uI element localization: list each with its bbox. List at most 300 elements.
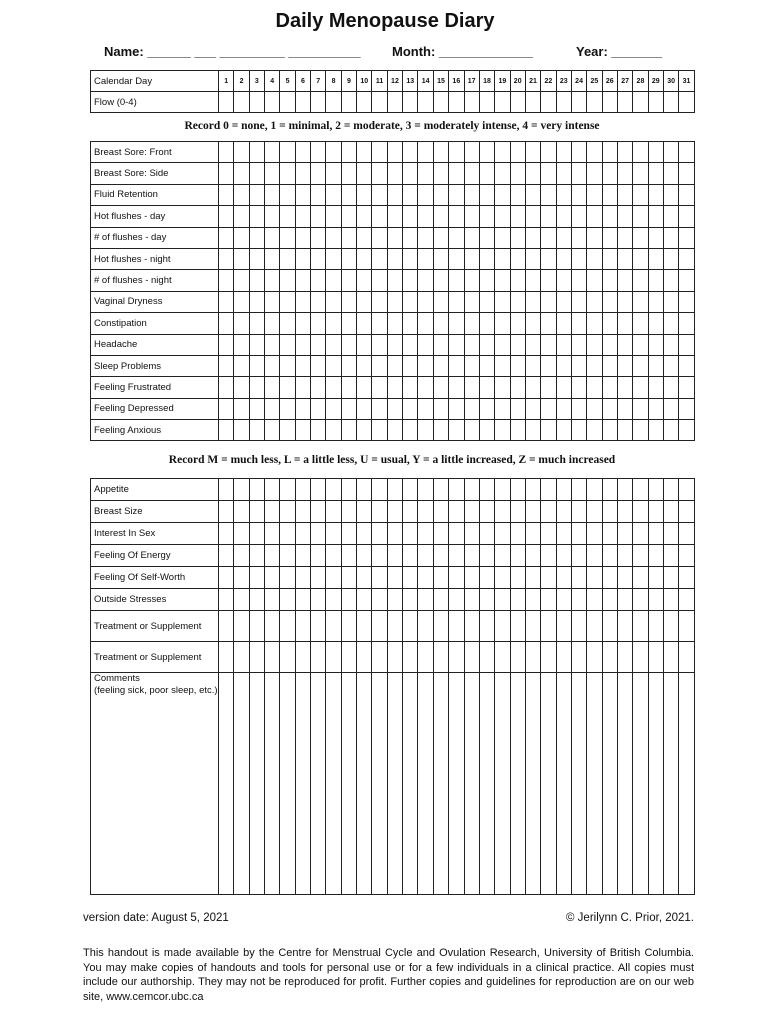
entry-cell[interactable] <box>326 377 341 398</box>
entry-cell[interactable] <box>311 523 326 545</box>
entry-cell[interactable] <box>617 334 632 355</box>
entry-cell[interactable] <box>341 611 356 642</box>
entry-cell[interactable] <box>234 545 249 567</box>
entry-cell[interactable] <box>571 523 586 545</box>
entry-cell[interactable] <box>479 313 494 334</box>
entry-cell[interactable] <box>357 479 372 501</box>
entry-cell[interactable] <box>280 377 295 398</box>
entry-cell[interactable] <box>479 270 494 291</box>
entry-cell[interactable] <box>495 92 510 113</box>
entry-cell[interactable] <box>234 142 249 163</box>
entry-cell[interactable] <box>663 184 678 205</box>
entry-cell[interactable] <box>234 567 249 589</box>
entry-cell[interactable] <box>265 479 280 501</box>
entry-cell[interactable] <box>372 163 387 184</box>
entry-cell[interactable] <box>556 270 571 291</box>
entry-cell[interactable] <box>648 589 663 611</box>
entry-cell[interactable] <box>372 291 387 312</box>
entry-cell[interactable] <box>295 291 310 312</box>
entry-cell[interactable] <box>433 523 448 545</box>
entry-cell[interactable] <box>249 420 264 441</box>
entry-cell[interactable] <box>556 313 571 334</box>
entry-cell[interactable] <box>265 92 280 113</box>
entry-cell[interactable] <box>403 184 418 205</box>
entry-cell[interactable] <box>387 355 402 376</box>
entry-cell[interactable] <box>372 355 387 376</box>
entry-cell[interactable] <box>234 270 249 291</box>
entry-cell[interactable] <box>433 545 448 567</box>
entry-cell[interactable] <box>372 184 387 205</box>
entry-cell[interactable] <box>341 142 356 163</box>
entry-cell[interactable] <box>357 377 372 398</box>
entry-cell[interactable] <box>249 227 264 248</box>
entry-cell[interactable] <box>633 479 648 501</box>
entry-cell[interactable] <box>449 589 464 611</box>
entry-cell[interactable] <box>541 611 556 642</box>
entry-cell[interactable] <box>449 248 464 269</box>
entry-cell[interactable] <box>433 355 448 376</box>
entry-cell[interactable] <box>495 479 510 501</box>
entry-cell[interactable] <box>556 227 571 248</box>
entry-cell[interactable] <box>449 184 464 205</box>
entry-cell[interactable] <box>525 142 540 163</box>
entry-cell[interactable] <box>249 355 264 376</box>
entry-cell[interactable] <box>449 611 464 642</box>
entry-cell[interactable] <box>265 248 280 269</box>
entry-cell[interactable] <box>525 479 540 501</box>
entry-cell[interactable] <box>617 313 632 334</box>
entry-cell[interactable] <box>372 270 387 291</box>
entry-cell[interactable] <box>556 589 571 611</box>
entry-cell[interactable] <box>464 567 479 589</box>
entry-cell[interactable] <box>571 291 586 312</box>
entry-cell[interactable] <box>295 420 310 441</box>
entry-cell[interactable] <box>571 270 586 291</box>
entry-cell[interactable] <box>587 334 602 355</box>
entry-cell[interactable] <box>556 420 571 441</box>
entry-cell[interactable] <box>525 642 540 673</box>
entry-cell[interactable] <box>311 227 326 248</box>
entry-cell[interactable] <box>495 163 510 184</box>
entry-cell[interactable] <box>418 479 433 501</box>
entry-cell[interactable] <box>587 523 602 545</box>
entry-cell[interactable] <box>602 673 617 895</box>
entry-cell[interactable] <box>464 355 479 376</box>
entry-cell[interactable] <box>418 270 433 291</box>
entry-cell[interactable] <box>495 270 510 291</box>
entry-cell[interactable] <box>372 377 387 398</box>
entry-cell[interactable] <box>663 313 678 334</box>
entry-cell[interactable] <box>311 589 326 611</box>
entry-cell[interactable] <box>556 398 571 419</box>
entry-cell[interactable] <box>663 501 678 523</box>
entry-cell[interactable] <box>403 501 418 523</box>
entry-cell[interactable] <box>387 313 402 334</box>
entry-cell[interactable] <box>234 227 249 248</box>
entry-cell[interactable] <box>418 523 433 545</box>
entry-cell[interactable] <box>311 206 326 227</box>
entry-cell[interactable] <box>341 377 356 398</box>
entry-cell[interactable] <box>541 163 556 184</box>
entry-cell[interactable] <box>633 313 648 334</box>
entry-cell[interactable] <box>311 334 326 355</box>
entry-cell[interactable] <box>679 184 694 205</box>
entry-cell[interactable] <box>633 523 648 545</box>
entry-cell[interactable] <box>265 184 280 205</box>
entry-cell[interactable] <box>418 545 433 567</box>
entry-cell[interactable] <box>556 567 571 589</box>
entry-cell[interactable] <box>372 248 387 269</box>
entry-cell[interactable] <box>280 523 295 545</box>
entry-cell[interactable] <box>341 355 356 376</box>
entry-cell[interactable] <box>449 227 464 248</box>
entry-cell[interactable] <box>311 248 326 269</box>
entry-cell[interactable] <box>372 334 387 355</box>
entry-cell[interactable] <box>280 589 295 611</box>
entry-cell[interactable] <box>280 291 295 312</box>
entry-cell[interactable] <box>280 184 295 205</box>
entry-cell[interactable] <box>295 589 310 611</box>
entry-cell[interactable] <box>495 142 510 163</box>
entry-cell[interactable] <box>510 589 525 611</box>
entry-cell[interactable] <box>295 501 310 523</box>
entry-cell[interactable] <box>663 270 678 291</box>
entry-cell[interactable] <box>357 567 372 589</box>
entry-cell[interactable] <box>219 227 234 248</box>
entry-cell[interactable] <box>663 248 678 269</box>
entry-cell[interactable] <box>479 206 494 227</box>
entry-cell[interactable] <box>280 270 295 291</box>
entry-cell[interactable] <box>571 142 586 163</box>
entry-cell[interactable] <box>295 567 310 589</box>
entry-cell[interactable] <box>464 611 479 642</box>
entry-cell[interactable] <box>479 334 494 355</box>
entry-cell[interactable] <box>387 545 402 567</box>
entry-cell[interactable] <box>464 642 479 673</box>
entry-cell[interactable] <box>372 142 387 163</box>
entry-cell[interactable] <box>587 673 602 895</box>
entry-cell[interactable] <box>357 313 372 334</box>
entry-cell[interactable] <box>357 248 372 269</box>
entry-cell[interactable] <box>602 611 617 642</box>
entry-cell[interactable] <box>525 420 540 441</box>
entry-cell[interactable] <box>495 523 510 545</box>
entry-cell[interactable] <box>587 611 602 642</box>
year-field[interactable]: Year: _______ <box>576 44 663 59</box>
entry-cell[interactable] <box>648 523 663 545</box>
entry-cell[interactable] <box>326 501 341 523</box>
entry-cell[interactable] <box>357 163 372 184</box>
entry-cell[interactable] <box>311 291 326 312</box>
entry-cell[interactable] <box>372 479 387 501</box>
entry-cell[interactable] <box>403 523 418 545</box>
entry-cell[interactable] <box>265 355 280 376</box>
entry-cell[interactable] <box>663 142 678 163</box>
entry-cell[interactable] <box>633 545 648 567</box>
entry-cell[interactable] <box>556 377 571 398</box>
entry-cell[interactable] <box>280 611 295 642</box>
entry-cell[interactable] <box>556 545 571 567</box>
entry-cell[interactable] <box>479 420 494 441</box>
entry-cell[interactable] <box>418 673 433 895</box>
entry-cell[interactable] <box>265 334 280 355</box>
entry-cell[interactable] <box>679 479 694 501</box>
entry-cell[interactable] <box>602 398 617 419</box>
entry-cell[interactable] <box>663 545 678 567</box>
entry-cell[interactable] <box>587 163 602 184</box>
entry-cell[interactable] <box>525 589 540 611</box>
entry-cell[interactable] <box>280 545 295 567</box>
entry-cell[interactable] <box>219 248 234 269</box>
entry-cell[interactable] <box>372 589 387 611</box>
entry-cell[interactable] <box>648 567 663 589</box>
entry-cell[interactable] <box>357 334 372 355</box>
entry-cell[interactable] <box>449 673 464 895</box>
entry-cell[interactable] <box>495 673 510 895</box>
entry-cell[interactable] <box>387 479 402 501</box>
entry-cell[interactable] <box>633 642 648 673</box>
entry-cell[interactable] <box>602 567 617 589</box>
entry-cell[interactable] <box>249 501 264 523</box>
entry-cell[interactable] <box>295 92 310 113</box>
entry-cell[interactable] <box>617 184 632 205</box>
entry-cell[interactable] <box>403 355 418 376</box>
entry-cell[interactable] <box>587 206 602 227</box>
entry-cell[interactable] <box>311 567 326 589</box>
entry-cell[interactable] <box>663 163 678 184</box>
entry-cell[interactable] <box>219 420 234 441</box>
entry-cell[interactable] <box>648 420 663 441</box>
entry-cell[interactable] <box>525 334 540 355</box>
entry-cell[interactable] <box>357 355 372 376</box>
entry-cell[interactable] <box>679 92 694 113</box>
entry-cell[interactable] <box>602 479 617 501</box>
entry-cell[interactable] <box>617 227 632 248</box>
entry-cell[interactable] <box>234 611 249 642</box>
entry-cell[interactable] <box>403 567 418 589</box>
entry-cell[interactable] <box>571 248 586 269</box>
entry-cell[interactable] <box>372 398 387 419</box>
entry-cell[interactable] <box>372 642 387 673</box>
entry-cell[interactable] <box>372 206 387 227</box>
entry-cell[interactable] <box>587 567 602 589</box>
entry-cell[interactable] <box>679 377 694 398</box>
entry-cell[interactable] <box>633 398 648 419</box>
entry-cell[interactable] <box>633 355 648 376</box>
entry-cell[interactable] <box>234 206 249 227</box>
entry-cell[interactable] <box>372 523 387 545</box>
entry-cell[interactable] <box>280 398 295 419</box>
entry-cell[interactable] <box>648 184 663 205</box>
entry-cell[interactable] <box>648 227 663 248</box>
entry-cell[interactable] <box>571 545 586 567</box>
entry-cell[interactable] <box>234 377 249 398</box>
entry-cell[interactable] <box>541 501 556 523</box>
entry-cell[interactable] <box>617 398 632 419</box>
entry-cell[interactable] <box>679 206 694 227</box>
entry-cell[interactable] <box>541 291 556 312</box>
entry-cell[interactable] <box>326 545 341 567</box>
entry-cell[interactable] <box>648 398 663 419</box>
entry-cell[interactable] <box>265 523 280 545</box>
entry-cell[interactable] <box>571 501 586 523</box>
entry-cell[interactable] <box>479 142 494 163</box>
entry-cell[interactable] <box>464 377 479 398</box>
entry-cell[interactable] <box>265 398 280 419</box>
entry-cell[interactable] <box>387 206 402 227</box>
entry-cell[interactable] <box>326 291 341 312</box>
entry-cell[interactable] <box>679 611 694 642</box>
entry-cell[interactable] <box>464 545 479 567</box>
entry-cell[interactable] <box>556 163 571 184</box>
entry-cell[interactable] <box>280 673 295 895</box>
entry-cell[interactable] <box>617 270 632 291</box>
entry-cell[interactable] <box>219 142 234 163</box>
entry-cell[interactable] <box>495 545 510 567</box>
entry-cell[interactable] <box>525 291 540 312</box>
entry-cell[interactable] <box>219 92 234 113</box>
entry-cell[interactable] <box>663 523 678 545</box>
entry-cell[interactable] <box>510 248 525 269</box>
entry-cell[interactable] <box>449 420 464 441</box>
entry-cell[interactable] <box>418 501 433 523</box>
entry-cell[interactable] <box>525 398 540 419</box>
entry-cell[interactable] <box>219 642 234 673</box>
entry-cell[interactable] <box>295 642 310 673</box>
entry-cell[interactable] <box>510 184 525 205</box>
entry-cell[interactable] <box>295 163 310 184</box>
entry-cell[interactable] <box>234 355 249 376</box>
entry-cell[interactable] <box>587 420 602 441</box>
entry-cell[interactable] <box>341 313 356 334</box>
entry-cell[interactable] <box>663 92 678 113</box>
entry-cell[interactable] <box>387 377 402 398</box>
entry-cell[interactable] <box>372 227 387 248</box>
entry-cell[interactable] <box>326 163 341 184</box>
entry-cell[interactable] <box>479 184 494 205</box>
entry-cell[interactable] <box>510 545 525 567</box>
entry-cell[interactable] <box>249 611 264 642</box>
entry-cell[interactable] <box>556 479 571 501</box>
entry-cell[interactable] <box>541 398 556 419</box>
entry-cell[interactable] <box>663 398 678 419</box>
entry-cell[interactable] <box>633 673 648 895</box>
entry-cell[interactable] <box>510 270 525 291</box>
entry-cell[interactable] <box>679 270 694 291</box>
entry-cell[interactable] <box>510 523 525 545</box>
entry-cell[interactable] <box>556 642 571 673</box>
entry-cell[interactable] <box>510 291 525 312</box>
entry-cell[interactable] <box>679 291 694 312</box>
entry-cell[interactable] <box>219 673 234 895</box>
entry-cell[interactable] <box>541 92 556 113</box>
entry-cell[interactable] <box>510 567 525 589</box>
entry-cell[interactable] <box>341 545 356 567</box>
entry-cell[interactable] <box>495 206 510 227</box>
entry-cell[interactable] <box>663 377 678 398</box>
entry-cell[interactable] <box>495 334 510 355</box>
entry-cell[interactable] <box>418 206 433 227</box>
entry-cell[interactable] <box>495 227 510 248</box>
entry-cell[interactable] <box>602 523 617 545</box>
entry-cell[interactable] <box>525 377 540 398</box>
entry-cell[interactable] <box>556 611 571 642</box>
entry-cell[interactable] <box>295 184 310 205</box>
entry-cell[interactable] <box>510 501 525 523</box>
entry-cell[interactable] <box>648 611 663 642</box>
entry-cell[interactable] <box>295 227 310 248</box>
entry-cell[interactable] <box>341 642 356 673</box>
entry-cell[interactable] <box>387 163 402 184</box>
entry-cell[interactable] <box>571 355 586 376</box>
entry-cell[interactable] <box>633 377 648 398</box>
entry-cell[interactable] <box>326 479 341 501</box>
entry-cell[interactable] <box>265 501 280 523</box>
entry-cell[interactable] <box>556 248 571 269</box>
entry-cell[interactable] <box>633 248 648 269</box>
entry-cell[interactable] <box>571 673 586 895</box>
entry-cell[interactable] <box>387 673 402 895</box>
entry-cell[interactable] <box>219 270 234 291</box>
entry-cell[interactable] <box>265 642 280 673</box>
entry-cell[interactable] <box>663 291 678 312</box>
entry-cell[interactable] <box>249 184 264 205</box>
entry-cell[interactable] <box>280 334 295 355</box>
entry-cell[interactable] <box>387 398 402 419</box>
entry-cell[interactable] <box>556 523 571 545</box>
entry-cell[interactable] <box>418 163 433 184</box>
entry-cell[interactable] <box>587 545 602 567</box>
entry-cell[interactable] <box>510 611 525 642</box>
entry-cell[interactable] <box>219 334 234 355</box>
entry-cell[interactable] <box>663 355 678 376</box>
entry-cell[interactable] <box>571 398 586 419</box>
entry-cell[interactable] <box>633 92 648 113</box>
entry-cell[interactable] <box>219 163 234 184</box>
entry-cell[interactable] <box>648 334 663 355</box>
entry-cell[interactable] <box>648 206 663 227</box>
entry-cell[interactable] <box>602 184 617 205</box>
entry-cell[interactable] <box>464 248 479 269</box>
entry-cell[interactable] <box>265 206 280 227</box>
entry-cell[interactable] <box>433 420 448 441</box>
entry-cell[interactable] <box>295 248 310 269</box>
entry-cell[interactable] <box>556 184 571 205</box>
entry-cell[interactable] <box>617 501 632 523</box>
entry-cell[interactable] <box>234 248 249 269</box>
entry-cell[interactable] <box>418 589 433 611</box>
entry-cell[interactable] <box>265 163 280 184</box>
entry-cell[interactable] <box>387 270 402 291</box>
entry-cell[interactable] <box>326 313 341 334</box>
entry-cell[interactable] <box>357 589 372 611</box>
entry-cell[interactable] <box>617 611 632 642</box>
entry-cell[interactable] <box>464 163 479 184</box>
entry-cell[interactable] <box>633 501 648 523</box>
entry-cell[interactable] <box>648 313 663 334</box>
entry-cell[interactable] <box>234 479 249 501</box>
entry-cell[interactable] <box>295 611 310 642</box>
entry-cell[interactable] <box>433 313 448 334</box>
entry-cell[interactable] <box>449 313 464 334</box>
entry-cell[interactable] <box>219 611 234 642</box>
entry-cell[interactable] <box>418 642 433 673</box>
name-field[interactable]: Name: ______ ___ _________ __________ <box>104 44 361 59</box>
entry-cell[interactable] <box>541 642 556 673</box>
entry-cell[interactable] <box>249 589 264 611</box>
entry-cell[interactable] <box>464 227 479 248</box>
entry-cell[interactable] <box>663 479 678 501</box>
